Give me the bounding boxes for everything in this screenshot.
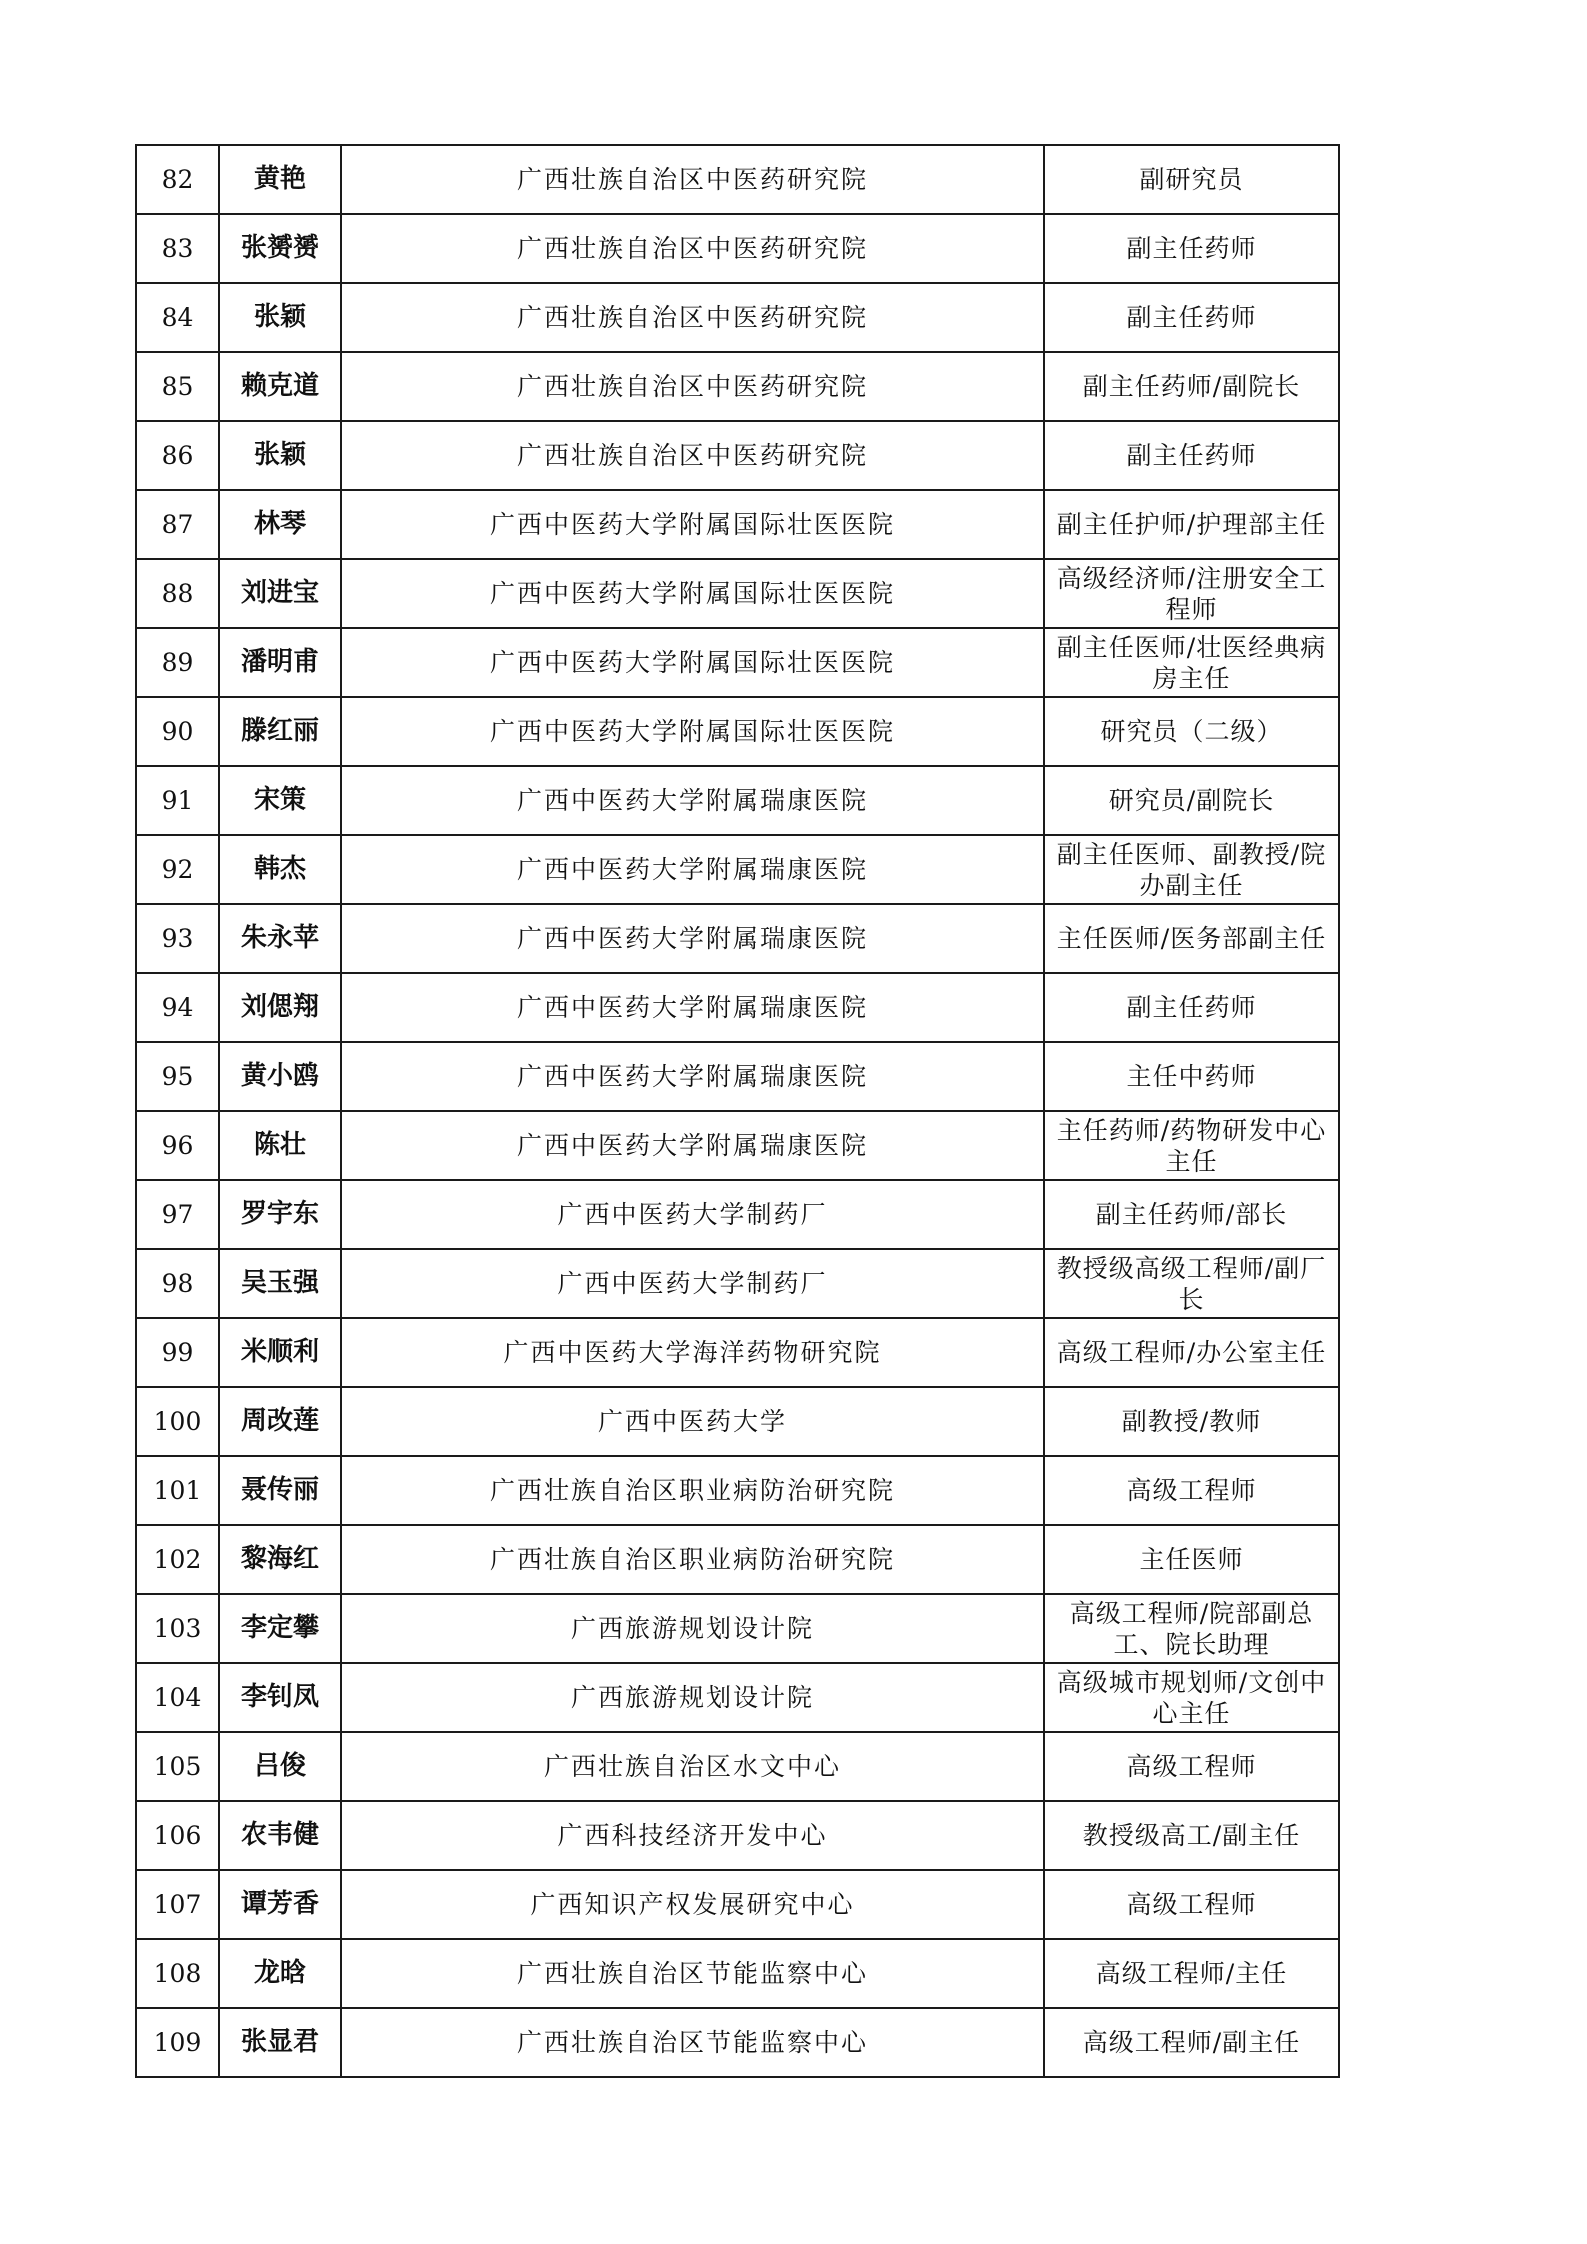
person-name-cell: 林琴	[219, 490, 341, 559]
table-row	[136, 973, 1339, 1042]
row-number-cell: 85	[136, 352, 219, 421]
person-name-cell: 李定攀	[219, 1594, 341, 1663]
work-unit-cell: 广西知识产权发展研究中心	[341, 1870, 1044, 1939]
table-row	[136, 1594, 1339, 1663]
table-row	[136, 1456, 1339, 1525]
person-name-cell: 龙晗	[219, 1939, 341, 2008]
work-unit-cell: 广西壮族自治区中医药研究院	[341, 145, 1044, 214]
table-row	[136, 283, 1339, 352]
table-row	[136, 1111, 1339, 1180]
work-unit-cell: 广西中医药大学附属国际壮医医院	[341, 697, 1044, 766]
row-number-cell: 86	[136, 421, 219, 490]
work-unit-cell: 广西中医药大学海洋药物研究院	[341, 1318, 1044, 1387]
table-row	[136, 628, 1339, 697]
person-name-cell: 罗宇东	[219, 1180, 341, 1249]
roster-sheet	[135, 144, 1338, 2078]
work-unit-cell: 广西壮族自治区中医药研究院	[341, 283, 1044, 352]
table-row	[136, 352, 1339, 421]
job-title-cell: 主任药师/药物研发中心主任	[1044, 1111, 1339, 1180]
job-title-cell: 副主任医师、副教授/院办副主任	[1044, 835, 1339, 904]
job-title-cell: 副教授/教师	[1044, 1387, 1339, 1456]
person-name-cell: 潘明甫	[219, 628, 341, 697]
work-unit-cell: 广西壮族自治区职业病防治研究院	[341, 1525, 1044, 1594]
row-number-cell: 91	[136, 766, 219, 835]
work-unit-cell: 广西壮族自治区节能监察中心	[341, 2008, 1044, 2077]
work-unit-cell: 广西中医药大学制药厂	[341, 1180, 1044, 1249]
job-title-cell: 高级城市规划师/文创中心主任	[1044, 1663, 1339, 1732]
table-row	[136, 559, 1339, 628]
row-number-cell: 93	[136, 904, 219, 973]
row-number-cell: 84	[136, 283, 219, 352]
row-number-cell: 104	[136, 1663, 219, 1732]
job-title-cell: 副主任医师/壮医经典病房主任	[1044, 628, 1339, 697]
table-row	[136, 1387, 1339, 1456]
table-row	[136, 2008, 1339, 2077]
roster-table-body	[136, 145, 1339, 2077]
work-unit-cell: 广西中医药大学附属瑞康医院	[341, 1042, 1044, 1111]
row-number-cell: 107	[136, 1870, 219, 1939]
job-title-cell: 副主任药师	[1044, 283, 1339, 352]
job-title-cell: 副研究员	[1044, 145, 1339, 214]
table-row	[136, 1870, 1339, 1939]
work-unit-cell: 广西中医药大学附属国际壮医医院	[341, 559, 1044, 628]
row-number-cell: 87	[136, 490, 219, 559]
job-title-cell: 高级经济师/注册安全工程师	[1044, 559, 1339, 628]
work-unit-cell: 广西中医药大学附属瑞康医院	[341, 973, 1044, 1042]
job-title-cell: 高级工程师	[1044, 1732, 1339, 1801]
person-name-cell: 谭芳香	[219, 1870, 341, 1939]
table-row	[136, 1042, 1339, 1111]
job-title-cell: 副主任护师/护理部主任	[1044, 490, 1339, 559]
person-name-cell: 吴玉强	[219, 1249, 341, 1318]
work-unit-cell: 广西中医药大学附属瑞康医院	[341, 1111, 1044, 1180]
job-title-cell: 高级工程师/副主任	[1044, 2008, 1339, 2077]
person-name-cell: 宋策	[219, 766, 341, 835]
work-unit-cell: 广西中医药大学	[341, 1387, 1044, 1456]
row-number-cell: 108	[136, 1939, 219, 2008]
work-unit-cell: 广西壮族自治区职业病防治研究院	[341, 1456, 1044, 1525]
person-name-cell: 韩杰	[219, 835, 341, 904]
table-row	[136, 1180, 1339, 1249]
table-row	[136, 421, 1339, 490]
row-number-cell: 102	[136, 1525, 219, 1594]
person-name-cell: 李钊凤	[219, 1663, 341, 1732]
person-name-cell: 黄小鸥	[219, 1042, 341, 1111]
person-name-cell: 张颖	[219, 283, 341, 352]
job-title-cell: 副主任药师	[1044, 421, 1339, 490]
row-number-cell: 99	[136, 1318, 219, 1387]
row-number-cell: 106	[136, 1801, 219, 1870]
row-number-cell: 105	[136, 1732, 219, 1801]
job-title-cell: 副主任药师	[1044, 973, 1339, 1042]
work-unit-cell: 广西旅游规划设计院	[341, 1594, 1044, 1663]
work-unit-cell: 广西科技经济开发中心	[341, 1801, 1044, 1870]
row-number-cell: 101	[136, 1456, 219, 1525]
job-title-cell: 主任医师/医务部副主任	[1044, 904, 1339, 973]
table-row	[136, 1318, 1339, 1387]
person-name-cell: 张赟赟	[219, 214, 341, 283]
table-row	[136, 214, 1339, 283]
job-title-cell: 副主任药师/副院长	[1044, 352, 1339, 421]
row-number-cell: 98	[136, 1249, 219, 1318]
row-number-cell: 89	[136, 628, 219, 697]
person-name-cell: 刘进宝	[219, 559, 341, 628]
person-name-cell: 聂传丽	[219, 1456, 341, 1525]
person-name-cell: 陈壮	[219, 1111, 341, 1180]
row-number-cell: 82	[136, 145, 219, 214]
person-name-cell: 周改莲	[219, 1387, 341, 1456]
work-unit-cell: 广西旅游规划设计院	[341, 1663, 1044, 1732]
work-unit-cell: 广西壮族自治区节能监察中心	[341, 1939, 1044, 2008]
roster-table	[135, 144, 1340, 2078]
job-title-cell: 高级工程师/办公室主任	[1044, 1318, 1339, 1387]
person-name-cell: 张颖	[219, 421, 341, 490]
job-title-cell: 研究员/副院长	[1044, 766, 1339, 835]
row-number-cell: 88	[136, 559, 219, 628]
job-title-cell: 主任中药师	[1044, 1042, 1339, 1111]
person-name-cell: 吕俊	[219, 1732, 341, 1801]
work-unit-cell: 广西中医药大学附属瑞康医院	[341, 766, 1044, 835]
table-row	[136, 766, 1339, 835]
row-number-cell: 109	[136, 2008, 219, 2077]
work-unit-cell: 广西中医药大学附属瑞康医院	[341, 904, 1044, 973]
row-number-cell: 96	[136, 1111, 219, 1180]
job-title-cell: 研究员（二级）	[1044, 697, 1339, 766]
table-row	[136, 1249, 1339, 1318]
job-title-cell: 高级工程师	[1044, 1456, 1339, 1525]
job-title-cell: 主任医师	[1044, 1525, 1339, 1594]
table-row	[136, 1525, 1339, 1594]
person-name-cell: 黎海红	[219, 1525, 341, 1594]
row-number-cell: 83	[136, 214, 219, 283]
row-number-cell: 90	[136, 697, 219, 766]
work-unit-cell: 广西壮族自治区水文中心	[341, 1732, 1044, 1801]
person-name-cell: 米顺利	[219, 1318, 341, 1387]
row-number-cell: 94	[136, 973, 219, 1042]
row-number-cell: 92	[136, 835, 219, 904]
row-number-cell: 95	[136, 1042, 219, 1111]
table-row	[136, 145, 1339, 214]
job-title-cell: 副主任药师/部长	[1044, 1180, 1339, 1249]
work-unit-cell: 广西中医药大学附属国际壮医医院	[341, 490, 1044, 559]
job-title-cell: 教授级高工/副主任	[1044, 1801, 1339, 1870]
table-row	[136, 1732, 1339, 1801]
job-title-cell: 高级工程师	[1044, 1870, 1339, 1939]
job-title-cell: 高级工程师/院部副总工、院长助理	[1044, 1594, 1339, 1663]
person-name-cell: 赖克道	[219, 352, 341, 421]
row-number-cell: 97	[136, 1180, 219, 1249]
person-name-cell: 张显君	[219, 2008, 341, 2077]
table-row	[136, 1801, 1339, 1870]
table-row	[136, 490, 1339, 559]
table-row	[136, 1663, 1339, 1732]
work-unit-cell: 广西中医药大学附属瑞康医院	[341, 835, 1044, 904]
person-name-cell: 刘偲翔	[219, 973, 341, 1042]
table-row	[136, 1939, 1339, 2008]
job-title-cell: 高级工程师/主任	[1044, 1939, 1339, 2008]
row-number-cell: 100	[136, 1387, 219, 1456]
table-row	[136, 904, 1339, 973]
person-name-cell: 黄艳	[219, 145, 341, 214]
work-unit-cell: 广西壮族自治区中医药研究院	[341, 421, 1044, 490]
job-title-cell: 副主任药师	[1044, 214, 1339, 283]
work-unit-cell: 广西壮族自治区中医药研究院	[341, 214, 1044, 283]
person-name-cell: 朱永苹	[219, 904, 341, 973]
job-title-cell: 教授级高级工程师/副厂长	[1044, 1249, 1339, 1318]
person-name-cell: 滕红丽	[219, 697, 341, 766]
work-unit-cell: 广西中医药大学制药厂	[341, 1249, 1044, 1318]
row-number-cell: 103	[136, 1594, 219, 1663]
table-row	[136, 835, 1339, 904]
person-name-cell: 农韦健	[219, 1801, 341, 1870]
work-unit-cell: 广西中医药大学附属国际壮医医院	[341, 628, 1044, 697]
work-unit-cell: 广西壮族自治区中医药研究院	[341, 352, 1044, 421]
table-row	[136, 697, 1339, 766]
